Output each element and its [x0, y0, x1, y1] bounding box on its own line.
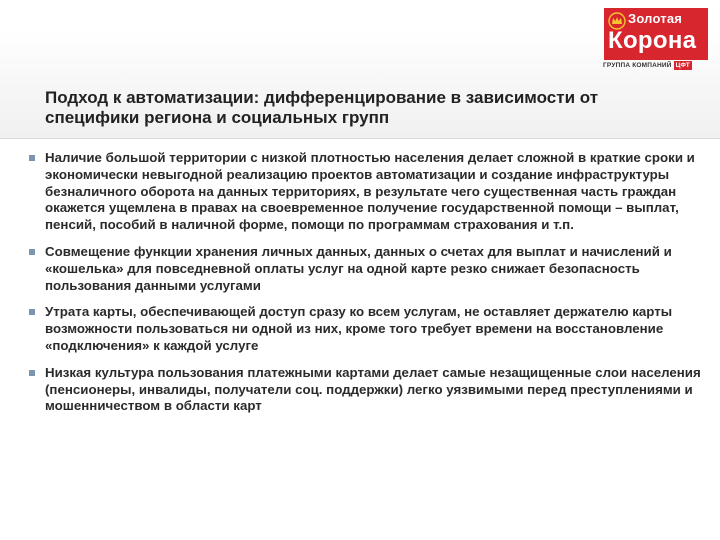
bullet-list: [28, 150, 718, 425]
square-bullet-icon: [29, 155, 35, 161]
bullet-text: Утрата карты, обеспечивающей доступ сразу ко всем услугам, не оставляет держателю карты возможности пользоваться ни одной из них, кроме того требует времени на восстановление «подключения» к каждой услуге: [45, 304, 673, 353]
bullet-text: Низкая культура пользования платежными картами делает самые незащищенные слои населения (пенсионеры, инвалиды, получатели соц. поддержки) легко уязвимыми перед преступлениями и мошенничеством в области карт: [45, 364, 701, 414]
square-bullet-icon: [29, 370, 35, 376]
square-bullet-icon: [29, 249, 35, 255]
square-bullet-icon: [29, 309, 35, 315]
company-logo: [604, 8, 708, 60]
bullet-item: [28, 150, 718, 234]
group-text: ГРУППА КОМПАНИЙ: [603, 61, 672, 69]
bullet-item: [28, 244, 718, 294]
group-caption: [603, 60, 692, 70]
bullet-item: [28, 304, 718, 354]
bullet-item: [28, 365, 718, 415]
slide-title: Подход к автоматизации: дифференцирование в зависимости от специфики региона и социальных групп: [45, 88, 599, 127]
group-badge: ЦФТ: [675, 61, 690, 69]
bullet-text: Наличие большой территории с низкой плотностью населения делает сложной в краткие сроки и экономически невыгодной реализацию проектов автоматизации и создание инфраструктуры безналичного оборота на данных территориях, в результате чего существенная часть граждан окажется ущемлена в правах на своевременное получение государственной помощи – выплат, пенсий, пособий в наличной форме, помощи по программам страхования и т.п.: [45, 150, 695, 233]
logo-line1: Золотая: [628, 11, 683, 26]
logo-line2: Корона: [608, 27, 697, 54]
bullet-text: Совмещение функции хранения личных данных, данных о счетах для выплат и начислений и «кошелька» для повседневной оплаты услуг на одной карте резко снижает безопасность пользования данными услугами: [45, 243, 672, 293]
